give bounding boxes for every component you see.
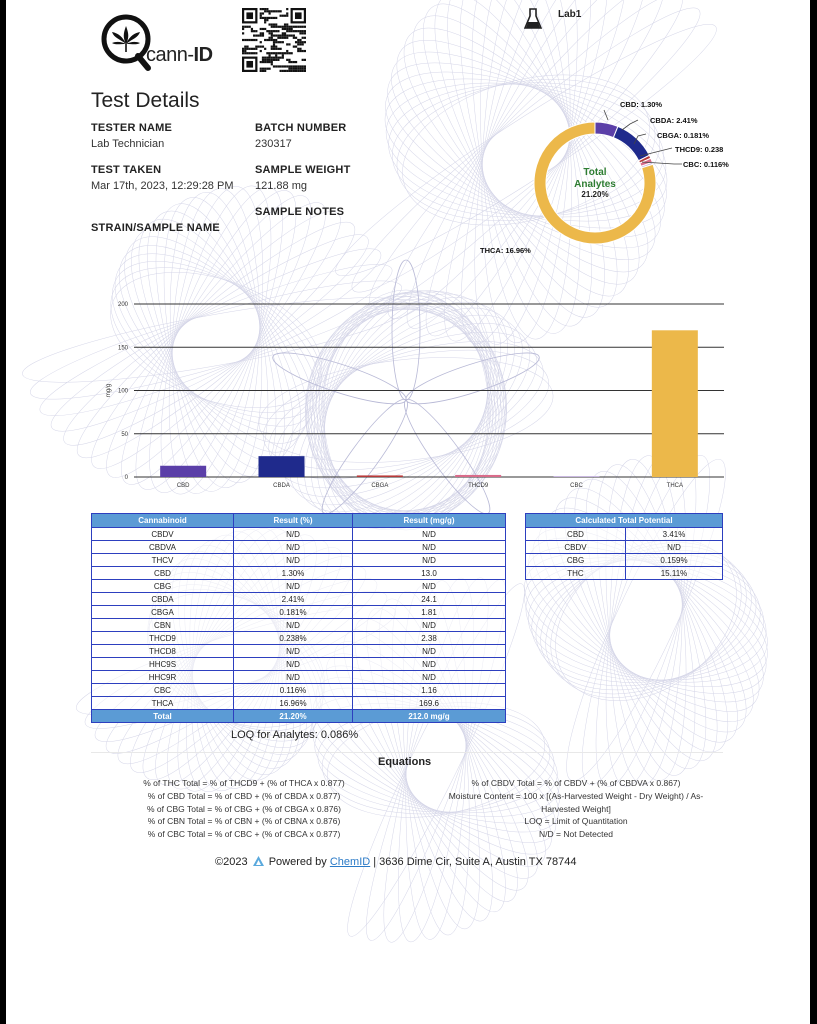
table-cell: THC (526, 567, 626, 580)
table-row (526, 554, 723, 567)
logo-wordmark: cann-ID (146, 44, 213, 66)
table-row (92, 606, 506, 619)
copyright-text: ©2023 (215, 856, 248, 868)
table-cell: 3.41% (626, 528, 723, 541)
equation-line: Moisture Content = 100 x [(As-Harvested Weight - Dry Weight) / As-Harvested Weight] (448, 790, 704, 814)
table-row (92, 567, 506, 580)
table-header-row (92, 514, 506, 528)
equation-line: % of CBN Total = % of CBN + (% of CBNA x 0.876) (147, 816, 341, 827)
table-cell: THCD9 (92, 632, 234, 645)
bar-cbga (357, 475, 403, 477)
table-cell: 0.238% (234, 632, 353, 645)
table-cell: 1.81 (353, 606, 506, 619)
test-taken-label: TEST TAKEN (91, 164, 162, 176)
table-row (92, 645, 506, 658)
equations-left-column (96, 777, 392, 841)
table-cell: N/D (626, 541, 723, 554)
chemid-link[interactable]: ChemID (329, 856, 371, 868)
donut-center-line2: Analytes (574, 179, 616, 190)
equation-line: % of CBG Total = % of CBG + (% of CBGA x 0.876) (146, 803, 341, 814)
batch-number-label: BATCH NUMBER (255, 122, 347, 134)
divider (91, 752, 723, 753)
table-cell: N/D (234, 671, 353, 684)
table-cell: CBD (526, 528, 626, 541)
cannabinoid-bar-chart (86, 296, 736, 496)
lab-name: Lab1 (558, 9, 582, 20)
table-cell: 1.30% (234, 567, 353, 580)
tester-name-label: TESTER NAME (91, 122, 173, 134)
table-cell: N/D (353, 619, 506, 632)
table-cell: 2.41% (234, 593, 353, 606)
table-cell: HHC9R (92, 671, 234, 684)
donut-label-cbc: CBC: 0.116% (683, 160, 729, 169)
y-tick-label: 150 (117, 345, 128, 352)
table-cell: 0.116% (234, 684, 353, 697)
table-cell: N/D (234, 658, 353, 671)
table-row (92, 684, 506, 697)
equation-line: % of THC Total = % of THCD9 + (% of THCA x 0.877) (143, 778, 345, 788)
table-row (92, 528, 506, 541)
x-tick-label: CBGA (371, 483, 389, 489)
donut-label-thcd9: THCD9: 0.238 (675, 145, 724, 154)
table-row (526, 528, 723, 541)
equations-title: Equations (378, 756, 432, 768)
table-cell: N/D (234, 554, 353, 567)
bar-thca (652, 330, 698, 477)
donut-center-line1: Total (583, 167, 607, 178)
table-cell: THCA (92, 697, 234, 710)
table-cell: THCD8 (92, 645, 234, 658)
x-tick-label: CBC (570, 483, 583, 489)
flask-icon (524, 8, 542, 30)
table-cell: 2.38 (353, 632, 506, 645)
loq-note: LOQ for Analytes: 0.086% (231, 729, 359, 741)
y-axis-label: mg/g (106, 383, 112, 398)
sample-notes-label: SAMPLE NOTES (255, 206, 345, 218)
qr-code (242, 8, 306, 72)
table-cell: 13.0 (353, 567, 506, 580)
table-cell: 169.6 (353, 697, 506, 710)
x-tick-label: CBD (176, 483, 190, 489)
footer (215, 856, 576, 868)
table-row (92, 593, 506, 606)
table-row (92, 619, 506, 632)
table-row (92, 580, 506, 593)
page-title: Test Details (91, 89, 200, 112)
equation-line: N/D = Not Detected (539, 829, 613, 840)
table-cell: 15.11% (626, 567, 723, 580)
table-cell: CBD (92, 567, 234, 580)
table-row (92, 632, 506, 645)
y-tick-label: 100 (117, 388, 128, 395)
table-cell: N/D (353, 658, 506, 671)
table-cell: N/D (353, 645, 506, 658)
sample-weight-label: SAMPLE WEIGHT (255, 164, 351, 176)
equation-line: % of CBDV Total = % of CBDV + (% of CBDVA x 0.867) (471, 778, 681, 788)
table-row (526, 541, 723, 554)
address-text: | 3636 Dime Cir, Suite A, Austin TX 78744 (373, 856, 577, 868)
test-taken-value: Mar 17th, 2023, 12:29:28 PM (91, 180, 234, 192)
table-cell: Total (92, 710, 234, 723)
donut-label-cbd: CBD: 1.30% (620, 100, 663, 109)
equation-line: % of CBC Total = % of CBC + (% of CBCA x 0.877) (147, 829, 341, 840)
table-cell: 1.16 (353, 684, 506, 697)
table-cell: THCV (92, 554, 234, 567)
donut-label-cbda: CBDA: 2.41% (650, 116, 698, 125)
table-cell: N/D (353, 541, 506, 554)
table-cell: N/D (234, 528, 353, 541)
table-cell: CBDVA (92, 541, 234, 554)
table-cell: 212.0 mg/g (353, 710, 506, 723)
batch-number-value: 230317 (255, 138, 292, 150)
table-total-row (92, 710, 506, 723)
equation-line: LOQ = Limit of Quantitation (524, 816, 628, 827)
table-cell: N/D (234, 541, 353, 554)
table-cell: CBGA (92, 606, 234, 619)
table-cell: N/D (353, 580, 506, 593)
table-row (92, 697, 506, 710)
table-cell: N/D (353, 554, 506, 567)
x-tick-label: THCA (666, 483, 684, 489)
table-cell: HHC9S (92, 658, 234, 671)
table-cell: 0.181% (234, 606, 353, 619)
column-header: Result (mg/g) (353, 514, 506, 528)
x-tick-label: CBDA (273, 483, 290, 489)
donut-center-value: 21.20% (581, 190, 609, 199)
equations-right-column (426, 777, 726, 841)
tester-name-value: Lab Technician (91, 138, 165, 150)
donut-label-thca: THCA: 16.96% (480, 246, 531, 255)
table-cell: CBDA (92, 593, 234, 606)
bar-thcd9 (455, 475, 501, 477)
table-cell: CBG (92, 580, 234, 593)
powered-by-text: Powered by (268, 856, 327, 868)
table-cell: N/D (234, 645, 353, 658)
calculated-total-potential-table (525, 513, 723, 580)
table-cell: CBDV (526, 541, 626, 554)
table-row (92, 671, 506, 684)
sample-weight-value: 121.88 mg (255, 180, 307, 192)
report-page (6, 0, 810, 1024)
bar-cbda (259, 456, 305, 477)
table-cell: CBC (92, 684, 234, 697)
table-header-row (526, 514, 723, 528)
table-cell: N/D (234, 580, 353, 593)
table-row (92, 658, 506, 671)
table-row (92, 554, 506, 567)
table-row (526, 567, 723, 580)
x-tick-label: THCD9 (468, 483, 489, 489)
column-header: Calculated Total Potential (526, 514, 723, 528)
bar-cbc (554, 476, 600, 477)
y-tick-label: 0 (124, 475, 128, 481)
strain-sample-name-label: STRAIN/SAMPLE NAME (91, 222, 220, 234)
table-cell: N/D (353, 671, 506, 684)
column-header: Result (%) (234, 514, 353, 528)
table-cell: CBG (526, 554, 626, 567)
table-cell: N/D (234, 619, 353, 632)
table-cell: CBN (92, 619, 234, 632)
table-cell: 24.1 (353, 593, 506, 606)
equation-line: % of CBD Total = % of CBD + (% of CBDA x 0.877) (147, 790, 341, 801)
chemid-logo-icon (253, 856, 264, 866)
table-row (92, 541, 506, 554)
table-cell: N/D (353, 528, 506, 541)
y-tick-label: 200 (117, 302, 128, 308)
table-cell: 21.20% (234, 710, 353, 723)
donut-label-cbga: CBGA: 0.181% (657, 131, 710, 140)
table-cell: 16.96% (234, 697, 353, 710)
column-header: Cannabinoid (92, 514, 234, 528)
table-cell: 0.159% (626, 554, 723, 567)
cannabinoid-results-table (91, 513, 506, 723)
y-tick-label: 50 (121, 431, 128, 438)
bar-cbd (160, 466, 206, 477)
table-cell: CBDV (92, 528, 234, 541)
